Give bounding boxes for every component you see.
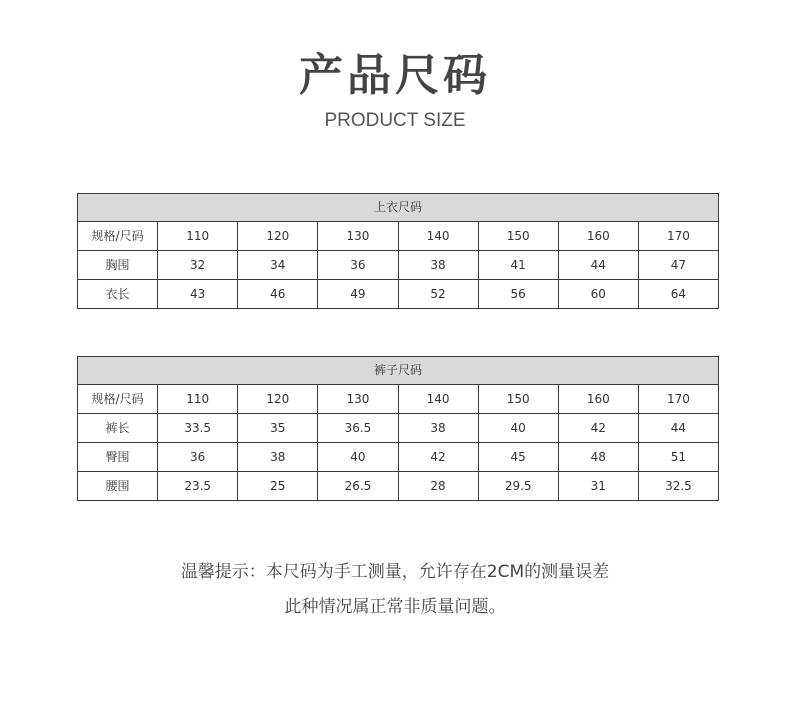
- table-cell: 25: [238, 472, 318, 501]
- table-cell: 40: [318, 443, 398, 472]
- table-cell: 42: [558, 414, 638, 443]
- table-cell: 170: [638, 385, 718, 414]
- table-cell: 36.5: [318, 414, 398, 443]
- row-label: 臀围: [78, 443, 158, 472]
- table-caption: 裤子尺码: [78, 357, 719, 385]
- table-cell: 150: [478, 385, 558, 414]
- table-cell: 36: [158, 443, 238, 472]
- table-cell: 38: [398, 251, 478, 280]
- page-subtitle: PRODUCT SIZE: [324, 110, 466, 131]
- row-label: 裤长: [78, 414, 158, 443]
- table-cell: 44: [638, 414, 718, 443]
- row-label: 胸围: [78, 251, 158, 280]
- table-caption-row: [78, 194, 719, 222]
- page-title: 产品尺码: [299, 50, 491, 101]
- table-cell: 48: [558, 443, 638, 472]
- bottom-size-table: [77, 356, 719, 501]
- table-cell: 51: [638, 443, 718, 472]
- table-cell: 160: [558, 222, 638, 251]
- table-cell: 26.5: [318, 472, 398, 501]
- table-caption-row: [78, 357, 719, 385]
- table-cell: 150: [478, 222, 558, 251]
- table-cell: 32.5: [638, 472, 718, 501]
- table-row: [78, 472, 719, 501]
- table-cell: 140: [398, 385, 478, 414]
- table-cell: 110: [158, 385, 238, 414]
- table-cell: 28: [398, 472, 478, 501]
- table-cell: 40: [478, 414, 558, 443]
- table-cell: 38: [398, 414, 478, 443]
- table-cell: 38: [238, 443, 318, 472]
- table-caption: 上衣尺码: [78, 194, 719, 222]
- table-row: [78, 280, 719, 309]
- table-cell: 56: [478, 280, 558, 309]
- table-cell: 45: [478, 443, 558, 472]
- row-label: 规格/尺码: [78, 222, 158, 251]
- table-cell: 32: [158, 251, 238, 280]
- table-cell: 44: [558, 251, 638, 280]
- table-cell: 31: [558, 472, 638, 501]
- row-label: 规格/尺码: [78, 385, 158, 414]
- table-row: [78, 443, 719, 472]
- table-cell: 36: [318, 251, 398, 280]
- top-size-table: [77, 193, 719, 309]
- table-cell: 46: [238, 280, 318, 309]
- table-row: [78, 414, 719, 443]
- quality-note: 此种情况属正常非质量问题。: [284, 597, 506, 617]
- table-row: [78, 385, 719, 414]
- table-cell: 120: [238, 222, 318, 251]
- table-cell: 64: [638, 280, 718, 309]
- table-cell: 130: [318, 222, 398, 251]
- table-cell: 110: [158, 222, 238, 251]
- table-cell: 52: [398, 280, 478, 309]
- table-cell: 160: [558, 385, 638, 414]
- table-cell: 170: [638, 222, 718, 251]
- table-cell: 140: [398, 222, 478, 251]
- table-row: [78, 222, 719, 251]
- table-cell: 49: [318, 280, 398, 309]
- table-cell: 41: [478, 251, 558, 280]
- table-cell: 47: [638, 251, 718, 280]
- table-cell: 33.5: [158, 414, 238, 443]
- measurement-note: 温馨提示：本尺码为手工测量，允许存在2CM的测量误差: [180, 562, 610, 582]
- table-cell: 34: [238, 251, 318, 280]
- row-label: 腰围: [78, 472, 158, 501]
- table-cell: 60: [558, 280, 638, 309]
- table-cell: 35: [238, 414, 318, 443]
- table-cell: 43: [158, 280, 238, 309]
- table-cell: 120: [238, 385, 318, 414]
- table-cell: 130: [318, 385, 398, 414]
- table-cell: 23.5: [158, 472, 238, 501]
- table-cell: 29.5: [478, 472, 558, 501]
- table-cell: 42: [398, 443, 478, 472]
- row-label: 衣长: [78, 280, 158, 309]
- table-row: [78, 251, 719, 280]
